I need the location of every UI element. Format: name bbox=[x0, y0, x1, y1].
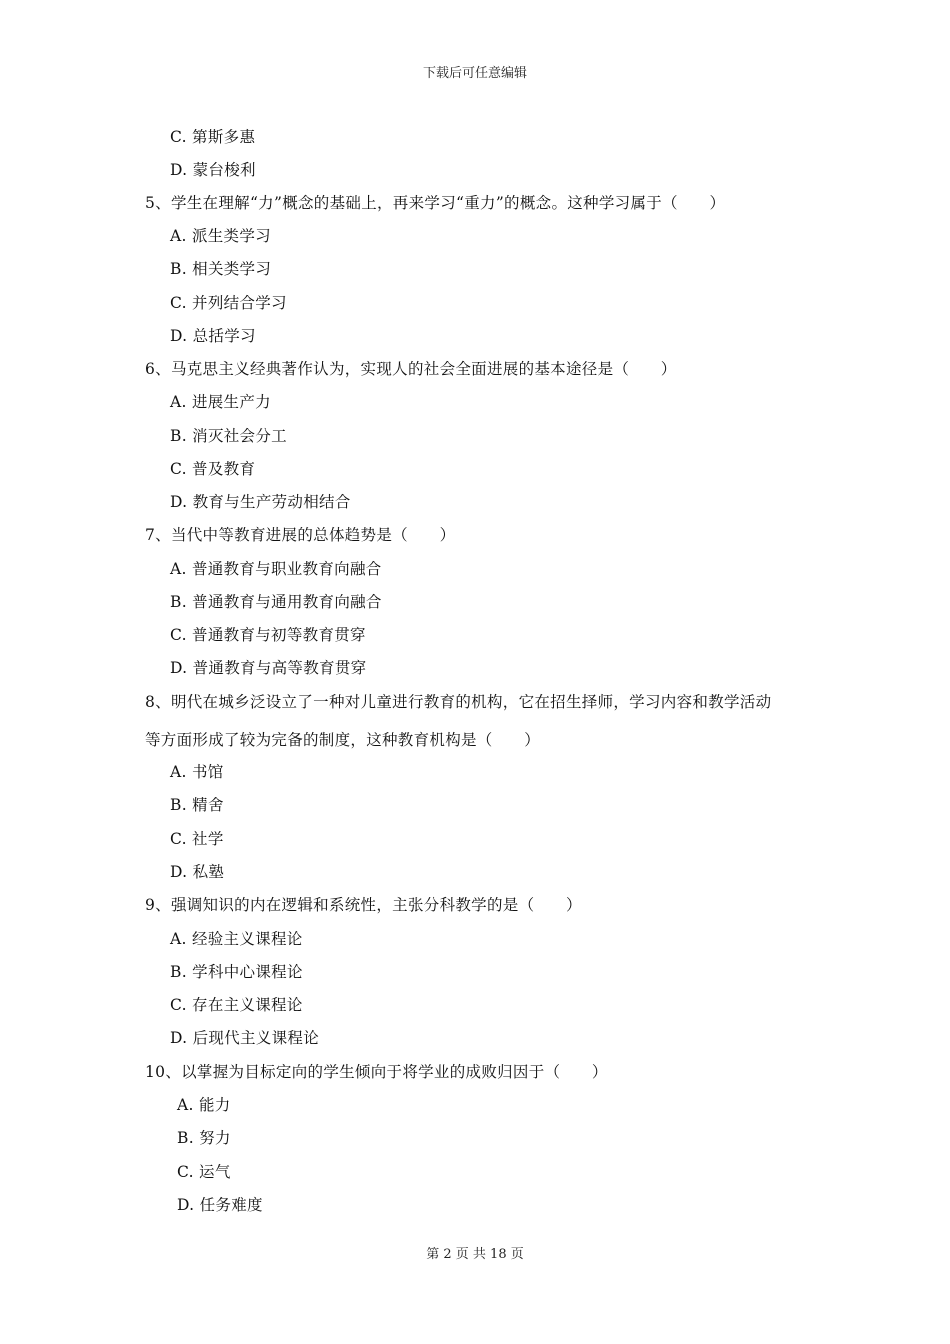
question-10-option-b: B. 努力 bbox=[177, 1129, 231, 1147]
question-5-stem: 5、学生在理解“力”概念的基础上，再来学习“重力”的概念。这种学习属于（ ） bbox=[145, 194, 726, 212]
question-8-stem: 8、明代在城乡泛设立了一种对儿童进行教育的机构，它在招生择师，学习内容和教学活动 bbox=[145, 693, 772, 711]
question-8-option-c: C. 社学 bbox=[170, 830, 224, 848]
question-8-option-b: B. 精舍 bbox=[170, 796, 224, 814]
question-10-option-c: C. 运气 bbox=[177, 1163, 231, 1181]
question-6-option-c: C. 普及教育 bbox=[170, 460, 256, 478]
question-9-option-c: C. 存在主义课程论 bbox=[170, 996, 303, 1014]
question-8-option-d: D. 私塾 bbox=[170, 863, 225, 881]
question-10-option-d: D. 任务难度 bbox=[177, 1196, 263, 1214]
question-10-option-a: A. 能力 bbox=[177, 1096, 231, 1114]
question-6-stem: 6、马克思主义经典著作认为，实现人的社会全面进展的基本途径是（ ） bbox=[145, 360, 677, 378]
question-6-option-d: D. 教育与生产劳动相结合 bbox=[170, 493, 351, 511]
option-c-prev: C. 第斯多惠 bbox=[170, 128, 256, 146]
question-9-option-d: D. 后现代主义课程论 bbox=[170, 1029, 320, 1047]
question-5-option-d: D. 总括学习 bbox=[170, 327, 256, 345]
question-8-stem-continued: 等方面形成了较为完备的制度，这种教育机构是（ ） bbox=[145, 731, 541, 749]
question-6-option-b: B. 消灭社会分工 bbox=[170, 427, 287, 445]
question-7-option-d: D. 普通教育与高等教育贯穿 bbox=[170, 659, 367, 677]
question-8-option-a: A. 书馆 bbox=[170, 763, 224, 781]
question-6-option-a: A. 进展生产力 bbox=[170, 393, 271, 411]
question-9-option-b: B. 学科中心课程论 bbox=[170, 963, 303, 981]
question-9-stem: 9、强调知识的内在逻辑和系统性，主张分科教学的是（ ） bbox=[145, 896, 582, 914]
question-7-option-a: A. 普通教育与职业教育向融合 bbox=[170, 560, 382, 578]
option-d-prev: D. 蒙台梭利 bbox=[170, 161, 256, 179]
question-7-option-c: C. 普通教育与初等教育贯穿 bbox=[170, 626, 366, 644]
question-7-option-b: B. 普通教育与通用教育向融合 bbox=[170, 593, 382, 611]
page-footer: 第 2 页 共 18 页 bbox=[426, 1247, 524, 1262]
question-5-option-a: A. 派生类学习 bbox=[170, 227, 271, 245]
question-5-option-b: B. 相关类学习 bbox=[170, 260, 272, 278]
question-10-stem: 10、以掌握为目标定向的学生倾向于将学业的成败归因于（ ） bbox=[145, 1063, 608, 1081]
question-7-stem: 7、当代中等教育进展的总体趋势是（ ） bbox=[145, 526, 456, 544]
page-header: 下载后可任意编辑 bbox=[422, 66, 527, 81]
question-5-option-c: C. 并列结合学习 bbox=[170, 294, 287, 312]
question-9-option-a: A. 经验主义课程论 bbox=[170, 930, 303, 948]
